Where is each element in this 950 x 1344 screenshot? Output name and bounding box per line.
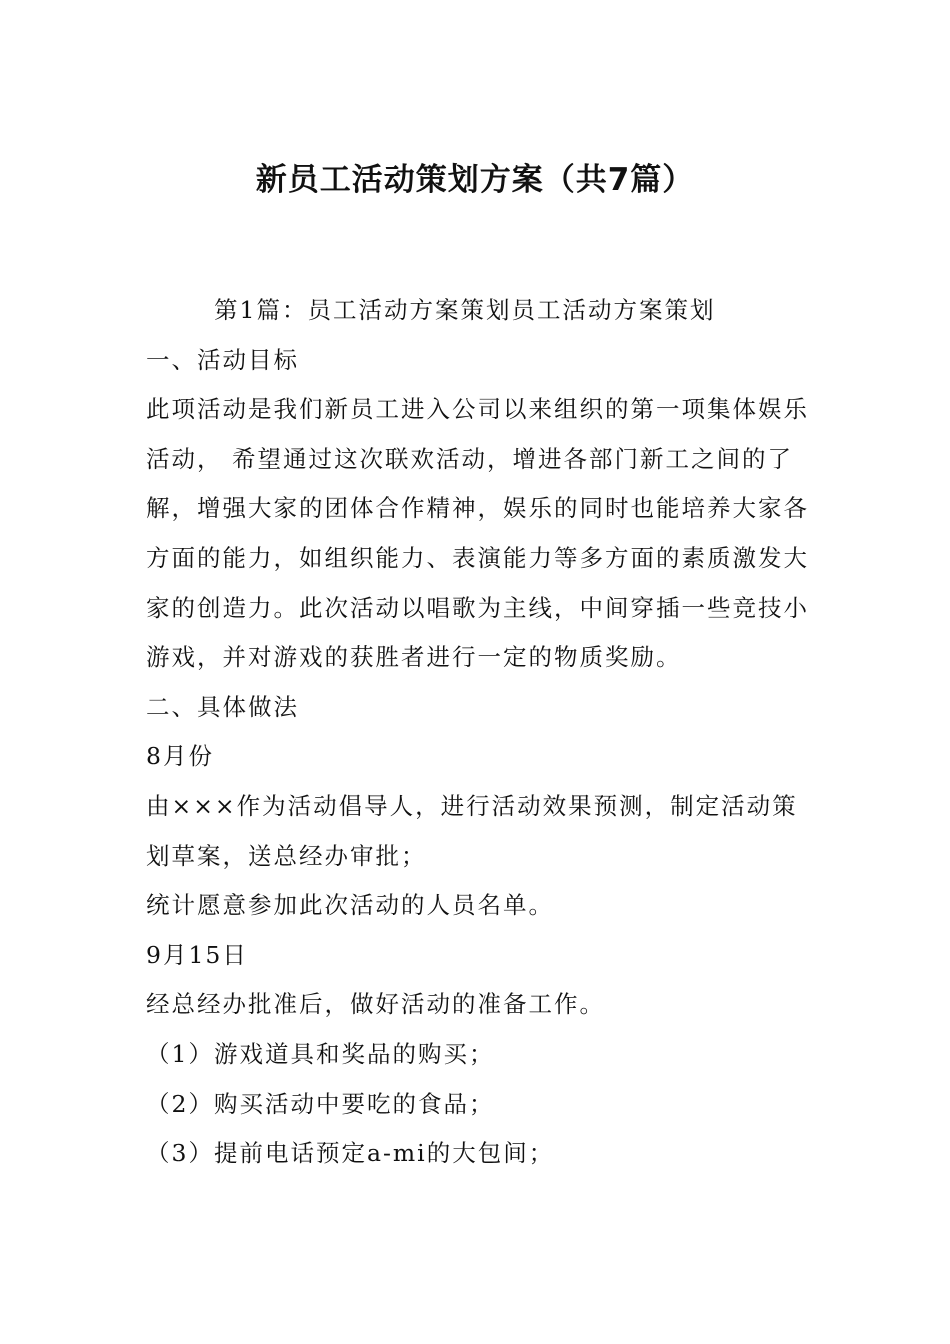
chapter-heading: 第1篇：员工活动方案策划员工活动方案策划 bbox=[214, 296, 716, 324]
document-body bbox=[146, 286, 810, 1179]
list-item: （3）提前电话预定a-mi的大包间； bbox=[146, 1139, 555, 1168]
paragraph-august-plan: 由×××作为活动倡导人，进行活动效果预测，制定活动策划草案，送总经办审批； bbox=[146, 791, 798, 870]
list-item: （2）购买活动中要吃的食品； bbox=[146, 1089, 495, 1118]
paragraph-september-prep: 经总经办批准后，做好活动的准备工作。 bbox=[146, 990, 605, 1019]
section-heading-methods: 二、具体做法 bbox=[146, 692, 299, 721]
section-heading-goals: 一、活动目标 bbox=[146, 345, 299, 374]
paragraph-goals: 此项活动是我们新员工进入公司以来组织的第一项集体娱乐活动， 希望通过这次联欢活动，增进各部门新工之间的了解，增强大家的团体合作精神，娱乐的同时也能培养大家各方面的能力，如组织能力、表演能力等多方面的素质激发大家的创造力。此次活动以唱歌为主线，中间穿插一些竞技小游戏，并对游戏的获胜者进行一定的物质奖励。 bbox=[146, 395, 809, 672]
paragraph-august-list: 统计愿意参加此次活动的人员名单。 bbox=[146, 891, 554, 920]
date-august: 8月份 bbox=[146, 742, 214, 771]
document-title: 新员工活动策划方案（共7篇） bbox=[255, 162, 695, 198]
date-september-15: 9月15日 bbox=[146, 940, 248, 969]
list-item: （1）游戏道具和奖品的购买； bbox=[146, 1039, 495, 1068]
